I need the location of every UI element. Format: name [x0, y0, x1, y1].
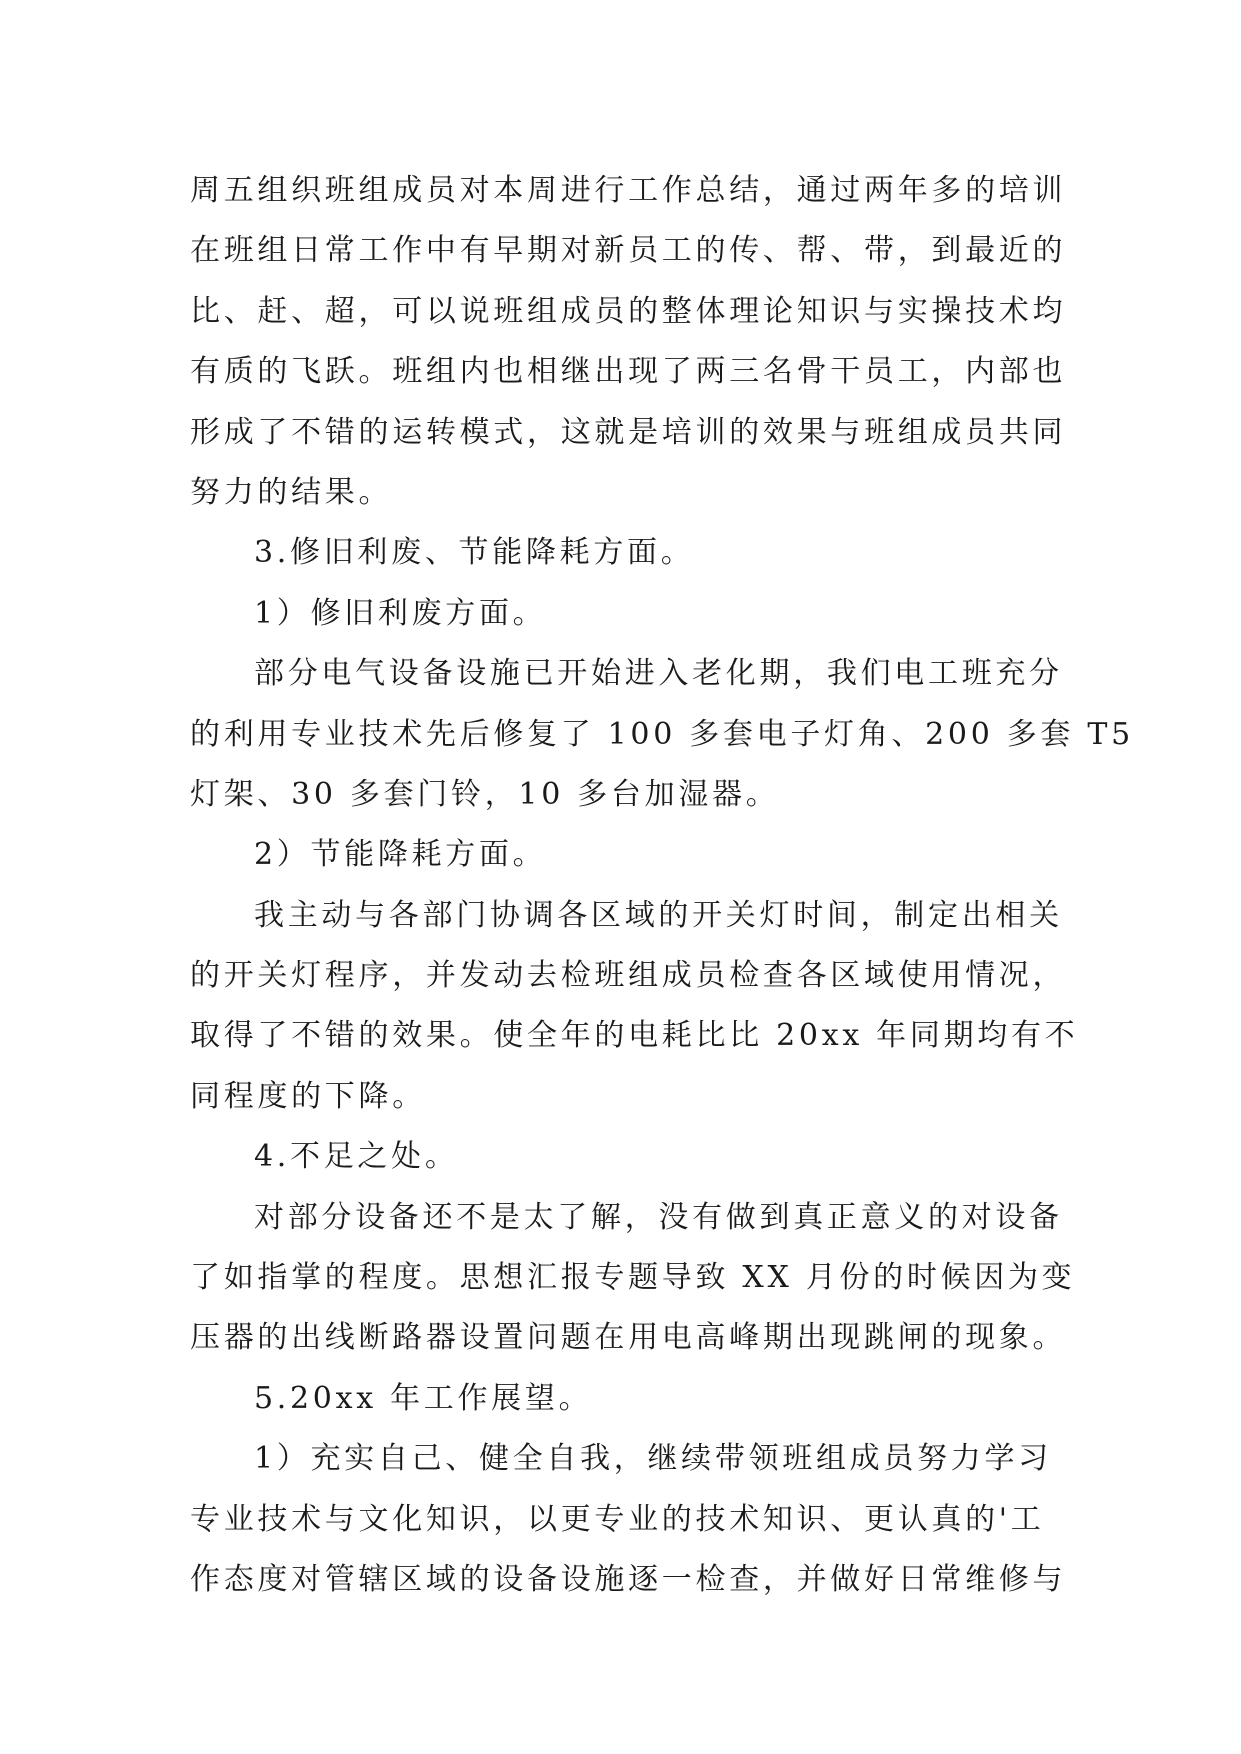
text-line: 专业技术与文化知识，以更专业的技术知识、更认真的'工 — [190, 1501, 1045, 1537]
text-line: 的开关灯程序，并发动去检班组成员检查各区域使用情况， — [190, 958, 1067, 994]
text-line: 灯架、30 多套门铃，10 多台加湿器。 — [190, 776, 780, 812]
text-line: 了如指掌的程度。思想汇报专题导致 XX 月份的时候因为变 — [190, 1260, 1076, 1296]
text-line: 4.不足之处。 — [254, 1139, 459, 1175]
text-line: 形成了不错的运转模式，这就是培训的效果与班组成员共同 — [190, 414, 1067, 450]
text-line: 同程度的下降。 — [190, 1078, 426, 1114]
text-line: 2）节能降耗方面。 — [254, 837, 547, 873]
text-line: 在班组日常工作中有早期对新员工的传、帮、带，到最近的 — [190, 233, 1067, 269]
text-line: 部分电气设备设施已开始进入老化期，我们电工班充分 — [254, 656, 1063, 692]
text-line: 的利用专业技术先后修复了 100 多套电子灯角、200 多套 T5 — [190, 716, 1134, 752]
text-line: 有质的飞跃。班组内也相继出现了两三名骨干员工，内部也 — [190, 354, 1067, 390]
text-line: 取得了不错的效果。使全年的电耗比比 20xx 年同期均有不 — [190, 1018, 1079, 1054]
document-body — [190, 161, 1134, 1610]
text-line: 1）充实自己、健全自我，继续带领班组成员努力学习 — [254, 1441, 1052, 1477]
text-line: 周五组织班组成员对本周进行工作总结，通过两年多的培训 — [190, 173, 1067, 208]
text-line: 我主动与各部门协调各区域的开关灯时间，制定出相关 — [254, 897, 1063, 933]
text-line: 比、赶、超，可以说班组成员的整体理论知识与实操技术均 — [190, 293, 1067, 329]
text-line: 压器的出线断路器设置问题在用电高峰期出现跳闸的现象。 — [190, 1320, 1067, 1356]
text-line: 努力的结果。 — [190, 474, 393, 510]
text-line: 对部分设备还不是太了解，没有做到真正意义的对设备 — [254, 1199, 1063, 1235]
text-line: 3.修旧利废、节能降耗方面。 — [254, 535, 695, 571]
text-line: 1）修旧利废方面。 — [254, 595, 547, 631]
text-line: 作态度对管辖区域的设备设施逐一检查，并做好日常维修与 — [190, 1561, 1067, 1597]
text-line: 5.20xx 年工作展望。 — [254, 1380, 593, 1416]
